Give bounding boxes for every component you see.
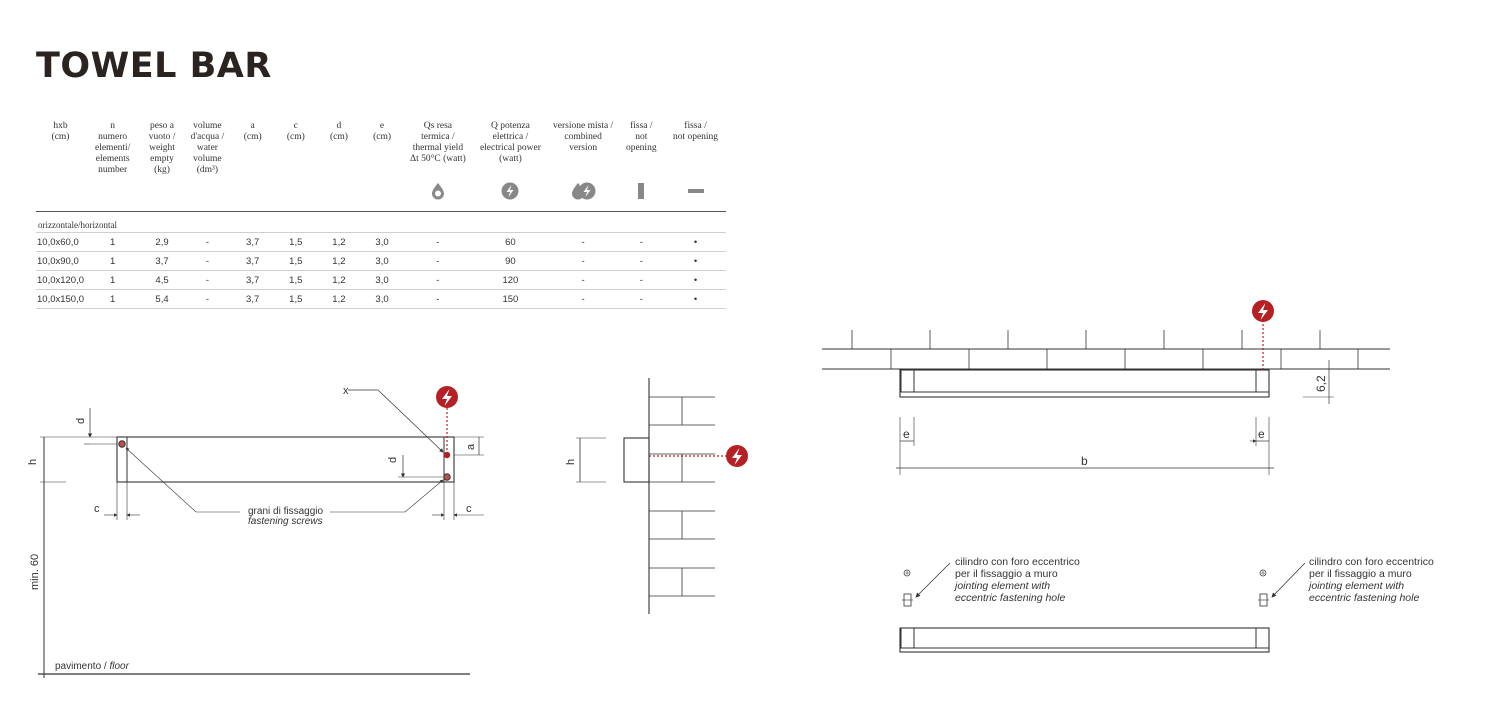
label-h-front: h — [27, 458, 39, 465]
column-header-line: not opening — [672, 132, 719, 142]
column-header-line: d'acqua / — [190, 132, 225, 142]
electric-symbol-side — [726, 445, 748, 467]
column-header-line: Qs resa — [423, 121, 452, 131]
column-header-line: numero — [98, 132, 128, 142]
column-header-line: opening — [625, 143, 657, 153]
column-header-line: number — [98, 165, 128, 175]
table-cell: 1 — [85, 233, 140, 252]
column-header-line: vuoto / — [148, 132, 176, 142]
column-header-line: a — [250, 121, 255, 131]
column-header-line: electrical power — [479, 143, 541, 153]
electric-symbol-front — [436, 386, 458, 408]
table-cell: - — [404, 271, 473, 290]
label-e-left: e — [903, 427, 910, 441]
column-header-line: hxb — [53, 121, 68, 131]
column-header-line: peso a — [150, 121, 175, 131]
table-cell: 2,9 — [140, 233, 183, 252]
table-cell: 1,2 — [317, 233, 360, 252]
table-cell: - — [404, 233, 473, 252]
label-c-right: c — [466, 503, 472, 515]
floor-label: pavimento / floor — [55, 661, 129, 672]
label-h-side: h — [565, 458, 577, 465]
table-cell: 1,2 — [317, 290, 360, 309]
column-header-line: volume — [193, 121, 222, 131]
table-cell: - — [184, 290, 231, 309]
note-left-it-2: per il fissaggio a muro — [955, 568, 1058, 580]
table-cell: - — [184, 252, 231, 271]
label-6-2: 6,2 — [1314, 375, 1328, 392]
table-cell: - — [549, 290, 618, 309]
column-header-line: fissa / — [630, 121, 653, 131]
table-cell: - — [618, 252, 665, 271]
table-cell: - — [618, 290, 665, 309]
table-cell: 1 — [85, 271, 140, 290]
table-cell: 90 — [472, 252, 549, 271]
column-header-line: water — [196, 143, 218, 153]
column-header-line: (kg) — [154, 165, 170, 175]
electric-symbol-top — [1252, 300, 1274, 322]
column-header-line: elementi/ — [94, 143, 131, 153]
table-cell: - — [549, 233, 618, 252]
label-e-right: e — [1258, 427, 1265, 441]
section-label: orizzontale/horizontal — [38, 220, 117, 230]
column-header-line: e — [379, 121, 385, 131]
table-cell: 1,2 — [317, 271, 360, 290]
table-cell: 3,7 — [231, 290, 274, 309]
column-header-line: termica / — [421, 132, 455, 142]
label-x: x — [343, 385, 349, 397]
note-left-it-1: cilindro con foro eccentrico — [955, 556, 1080, 568]
note-right-it-2: per il fissaggio a muro — [1309, 568, 1412, 580]
table-cell: 10,0x90,0 — [36, 252, 85, 271]
table-cell: • — [665, 290, 726, 309]
column-header-line: Δt 50°C (watt) — [409, 154, 466, 164]
label-c-left: c — [94, 503, 100, 515]
table-cell: 1,5 — [274, 252, 317, 271]
note-left-en-2: eccentric fastening hole — [955, 592, 1066, 604]
column-header-line: versione mista / — [553, 121, 614, 131]
table-cell: 1 — [85, 252, 140, 271]
table-cell: 3,7 — [140, 252, 183, 271]
table-cell: • — [665, 233, 726, 252]
table-cell: • — [665, 271, 726, 290]
column-header-line: elettrica / — [492, 132, 529, 142]
note-right-en-2: eccentric fastening hole — [1309, 592, 1420, 604]
table-cell: - — [618, 233, 665, 252]
table-cell: - — [404, 290, 473, 309]
table-cell: 1,5 — [274, 290, 317, 309]
label-d-right: d — [387, 456, 399, 463]
table-cell: 3,0 — [360, 252, 403, 271]
column-header-line: empty — [150, 154, 174, 164]
table-cell: 3,0 — [360, 271, 403, 290]
column-header-line: Q potenza — [491, 121, 530, 131]
screws-label-it: grani di fissaggio — [248, 506, 324, 517]
label-d-top: d — [75, 417, 87, 424]
table-cell: 10,0x150,0 — [36, 290, 85, 309]
table-cell: • — [665, 252, 726, 271]
column-header-line: (cm) — [329, 132, 348, 142]
table-cell: - — [184, 233, 231, 252]
side-view-drawing — [576, 378, 726, 614]
label-a: a — [465, 443, 477, 450]
column-header-line: thermal yield — [412, 143, 464, 153]
table-cell: - — [618, 271, 665, 290]
column-header-line: elements — [95, 154, 130, 164]
column-header-line: (watt) — [499, 154, 522, 164]
front-view-drawing — [38, 390, 484, 678]
screws-label-en: fastening screws — [248, 516, 323, 527]
table-cell: 1,5 — [274, 233, 317, 252]
table-cell: 3,7 — [231, 252, 274, 271]
column-header-line: n — [110, 121, 116, 131]
table-cell: 1,5 — [274, 271, 317, 290]
table-cell: - — [549, 252, 618, 271]
table-cell: 5,4 — [140, 290, 183, 309]
top-view-drawing — [822, 320, 1390, 475]
table-cell: 10,0x60,0 — [36, 233, 85, 252]
table-cell: 3,0 — [360, 233, 403, 252]
column-header-line: (cm) — [373, 132, 391, 142]
table-cell: 1 — [85, 290, 140, 309]
table-cell: - — [549, 271, 618, 290]
column-header-line: fissa / — [684, 121, 707, 131]
table-cell: 3,7 — [231, 271, 274, 290]
table-cell: 1,2 — [317, 252, 360, 271]
table-cell: 60 — [472, 233, 549, 252]
page-title: TOWEL BAR — [36, 46, 272, 86]
label-b: b — [1081, 454, 1088, 468]
table-cell: - — [404, 252, 473, 271]
note-right-it-1: cilindro con foro eccentrico — [1309, 556, 1434, 568]
column-header-line: (cm) — [243, 132, 262, 142]
note-left-en-1: jointing element with — [955, 580, 1051, 592]
column-header-line: (dm³) — [196, 165, 219, 175]
table-cell: - — [184, 271, 231, 290]
table-cell: 3,0 — [360, 290, 403, 309]
column-header-line: weight — [149, 143, 175, 153]
table-cell: 10,0x120,0 — [36, 271, 85, 290]
table-cell: 4,5 — [140, 271, 183, 290]
column-header-line: (cm) — [286, 132, 305, 142]
min-height-label: min. 60 — [29, 553, 41, 590]
column-header-line: (cm) — [51, 132, 70, 142]
note-right-en-1: jointing element with — [1309, 580, 1405, 592]
table-cell: 3,7 — [231, 233, 274, 252]
column-header-line: not — [635, 132, 648, 142]
column-header-line: c — [293, 121, 298, 131]
column-header-line: version — [569, 143, 598, 153]
table-cell: 120 — [472, 271, 549, 290]
column-header-line: volume — [193, 154, 222, 164]
table-cell: 150 — [472, 290, 549, 309]
column-header-line: d — [336, 121, 342, 131]
column-header-line: combined — [564, 132, 602, 142]
